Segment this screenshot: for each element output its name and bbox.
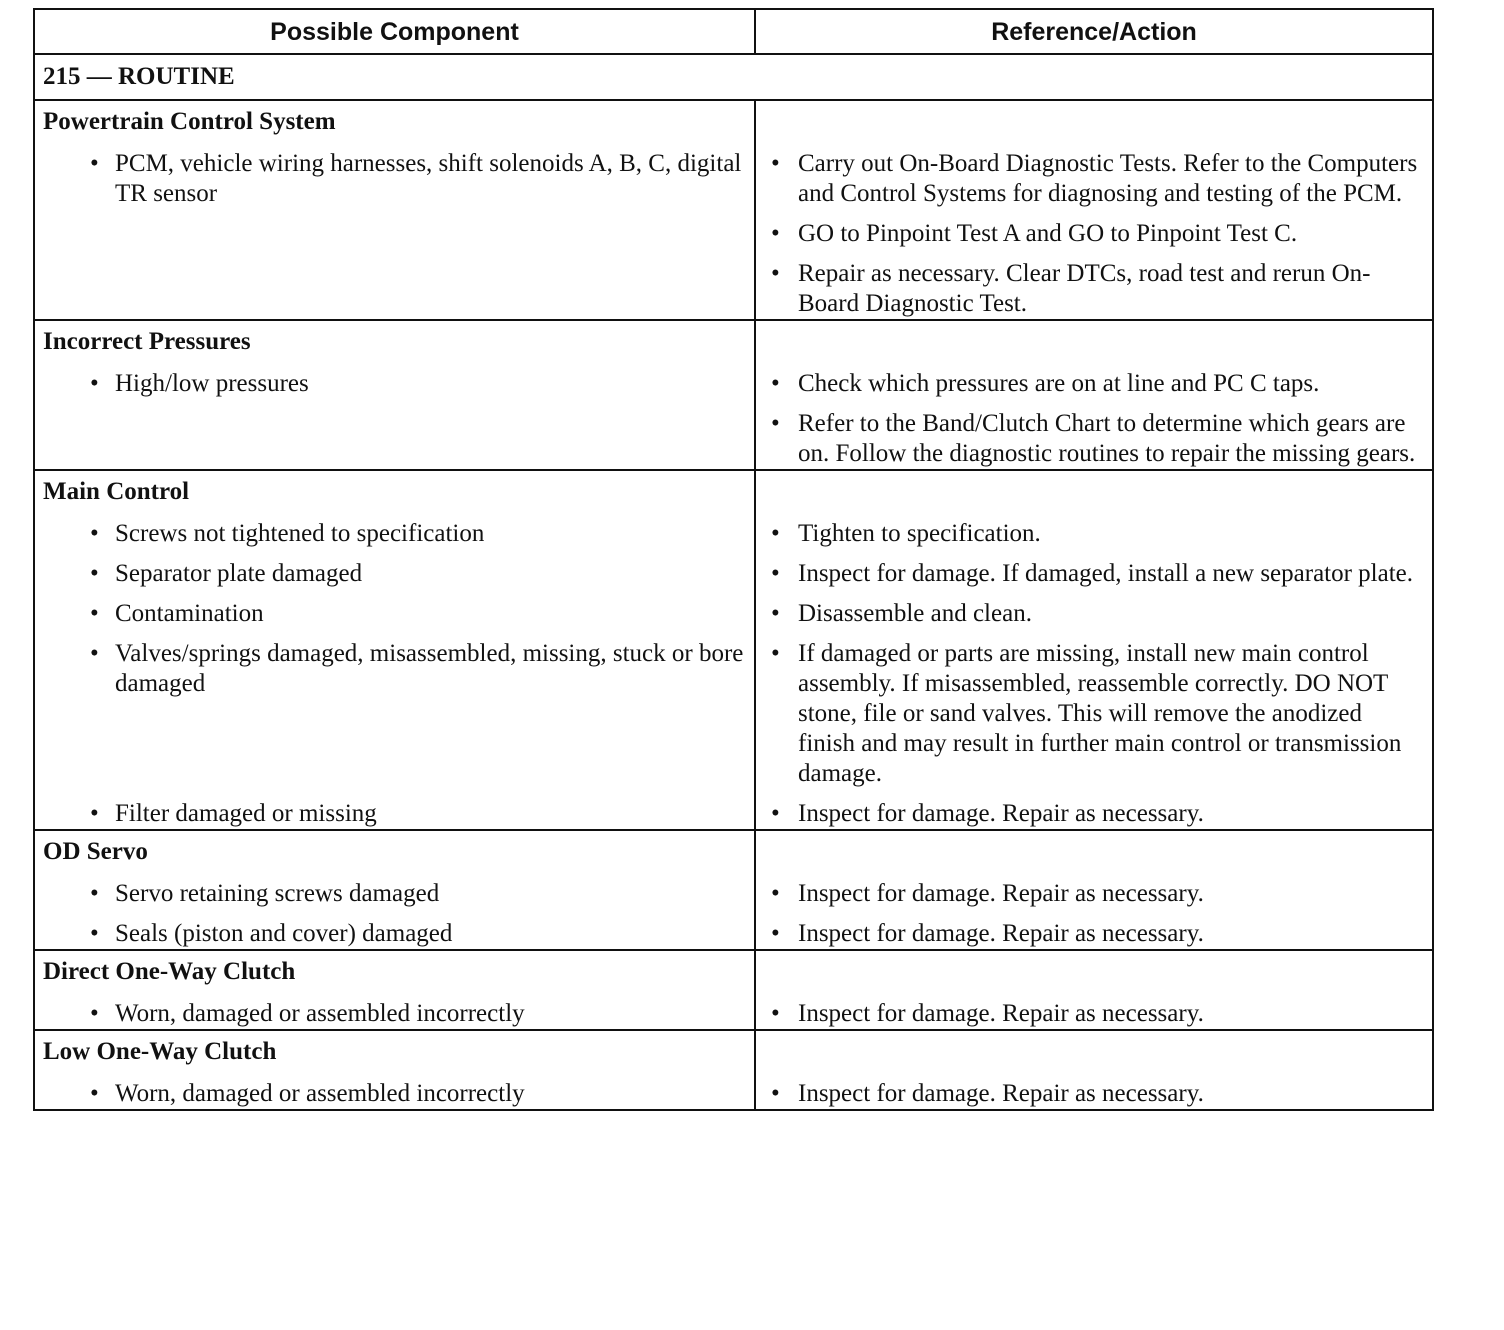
- action-item: • Inspect for damage. If damaged, install a new separator plate.: [756, 559, 1432, 589]
- action-cell: [755, 320, 1433, 470]
- action-item: • Inspect for damage. Repair as necessary.: [756, 919, 1432, 949]
- group-title: Direct One-Way Clutch: [43, 958, 296, 985]
- group-title: Incorrect Pressures: [43, 328, 251, 355]
- group-row: [34, 950, 1433, 1030]
- component-item: • Screws not tightened to specification: [35, 519, 754, 549]
- section-row: [34, 54, 1433, 100]
- component-item: • Contamination: [35, 599, 754, 629]
- group-title: Main Control: [43, 478, 190, 505]
- action-cell: [755, 470, 1433, 830]
- component-item: • Worn, damaged or assembled incorrectly: [35, 1079, 754, 1109]
- component-cell: [34, 470, 755, 830]
- action-item: • Inspect for damage. Repair as necessary.: [756, 1079, 1432, 1109]
- group-title: Low One-Way Clutch: [43, 1038, 277, 1065]
- component-item: • Valves/springs damaged, misassembled, missing, stuck or bore damaged: [35, 639, 754, 699]
- component-cell: [34, 830, 755, 950]
- group-row: [34, 320, 1433, 470]
- group-title: Powertrain Control System: [43, 108, 336, 135]
- action-cell: [755, 100, 1433, 320]
- action-item: • Carry out On-Board Diagnostic Tests. Refer to the Computers and Control Systems for diagnosing and testing of the PCM.: [756, 149, 1432, 209]
- component-cell: [34, 1030, 755, 1110]
- action-item: • Check which pressures are on at line and PC C taps.: [756, 369, 1432, 399]
- action-item: • Inspect for damage. Repair as necessary.: [756, 879, 1432, 909]
- component-item: • Servo retaining screws damaged: [35, 879, 754, 909]
- header-possible-component: Possible Component: [34, 9, 755, 54]
- section-title: 215 — ROUTINE: [34, 54, 1433, 100]
- action-item: • If damaged or parts are missing, install new main control assembly. If misassembled, reassemble correctly. DO NOT stone, file or sand valves. This will remove the anodized finish and may result in further main control or transmission damage.: [756, 639, 1432, 789]
- diagnosis-table: [33, 8, 1434, 1111]
- action-cell: [755, 950, 1433, 1030]
- component-item: • Separator plate damaged: [35, 559, 754, 589]
- action-item: • Inspect for damage. Repair as necessary.: [756, 799, 1432, 829]
- component-cell: [34, 320, 755, 470]
- action-cell: [755, 830, 1433, 950]
- component-item: • PCM, vehicle wiring harnesses, shift solenoids A, B, C, digital TR sensor: [35, 149, 754, 209]
- component-item: • Filter damaged or missing: [35, 799, 754, 829]
- component-cell: [34, 100, 755, 320]
- action-item: • Repair as necessary. Clear DTCs, road test and rerun On-Board Diagnostic Test.: [756, 259, 1432, 319]
- component-cell: [34, 950, 755, 1030]
- action-cell: [755, 1030, 1433, 1110]
- table-header-row: [34, 9, 1433, 54]
- group-row: [34, 1030, 1433, 1110]
- action-item: • GO to Pinpoint Test A and GO to Pinpoint Test C.: [756, 219, 1432, 249]
- component-item: • High/low pressures: [35, 369, 754, 399]
- group-row: [34, 470, 1433, 830]
- action-item: • Inspect for damage. Repair as necessary.: [756, 999, 1432, 1029]
- group-title: OD Servo: [43, 838, 148, 865]
- component-item: • Worn, damaged or assembled incorrectly: [35, 999, 754, 1029]
- action-item: • Tighten to specification.: [756, 519, 1432, 549]
- component-item: • Seals (piston and cover) damaged: [35, 919, 754, 949]
- action-item: • Disassemble and clean.: [756, 599, 1432, 629]
- group-row: [34, 100, 1433, 320]
- header-reference-action: Reference/Action: [755, 9, 1433, 54]
- group-row: [34, 830, 1433, 950]
- action-item: • Refer to the Band/Clutch Chart to determine which gears are on. Follow the diagnostic routines to repair the missing gears.: [756, 409, 1432, 469]
